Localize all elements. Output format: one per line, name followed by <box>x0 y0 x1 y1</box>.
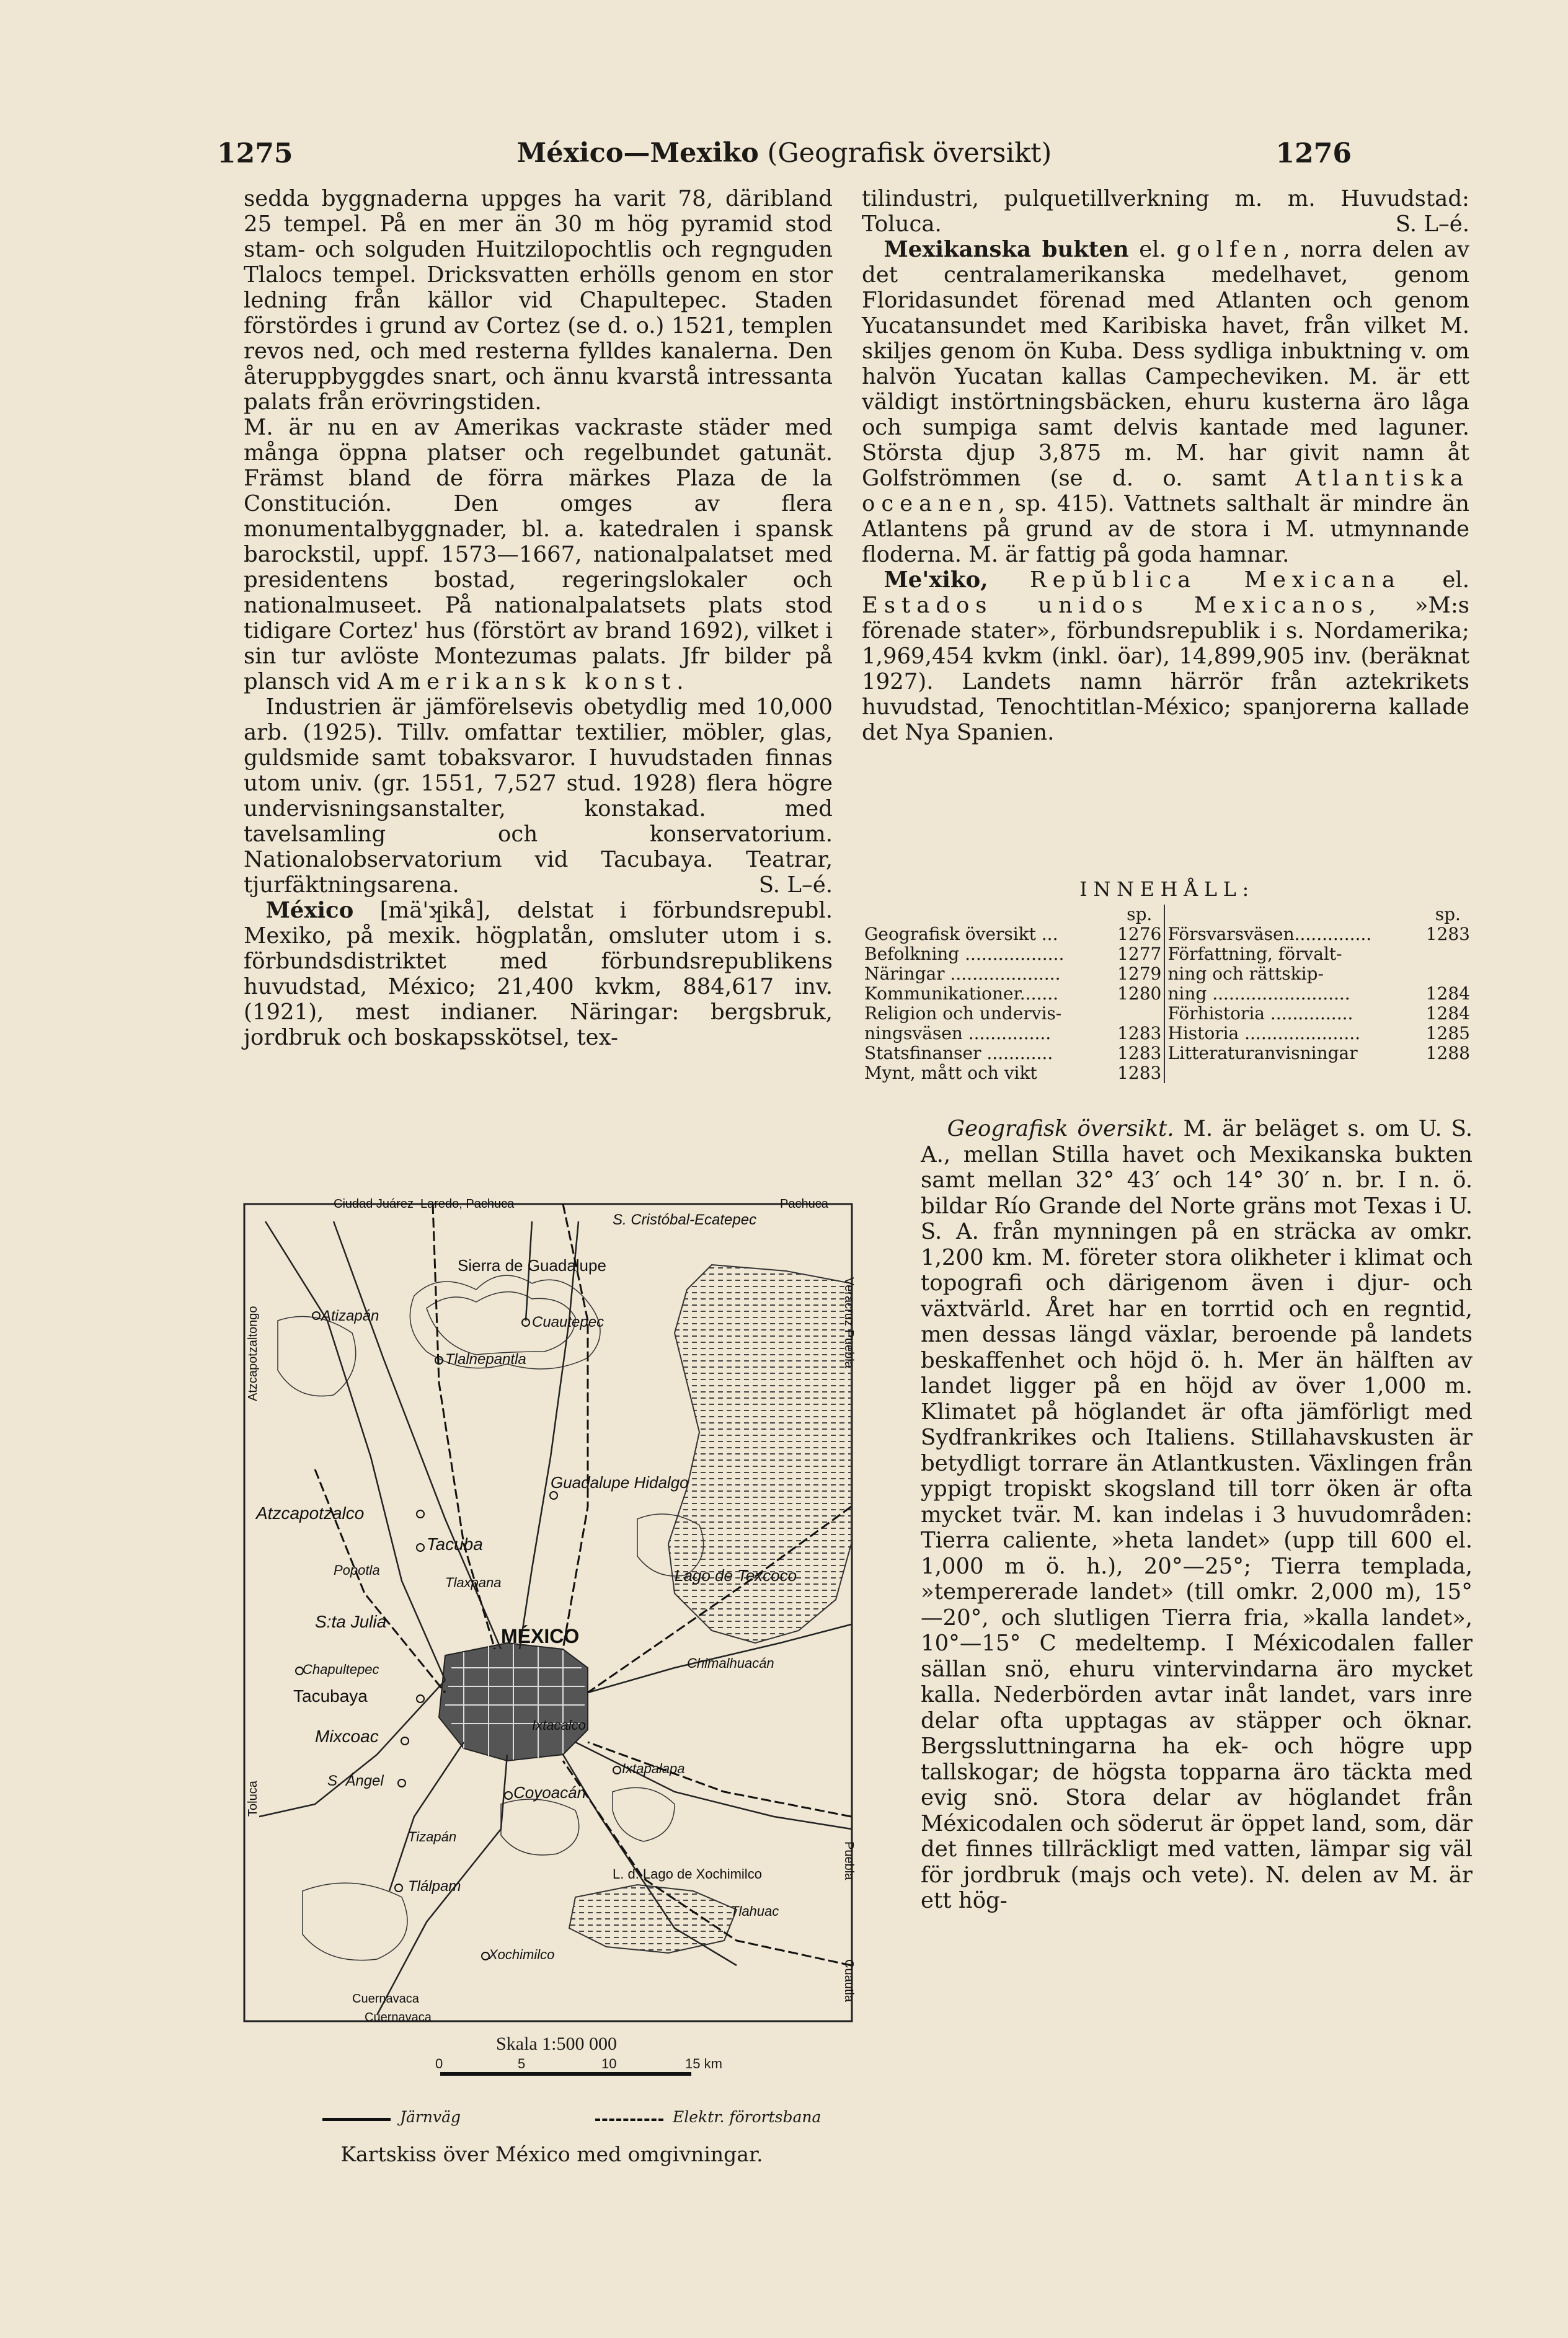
scale-tick: 10 <box>601 2056 617 2071</box>
place-label: Guadalupe Hidalgo <box>551 1473 689 1492</box>
page-header <box>217 138 1352 175</box>
place-label: Ixtacalco <box>532 1717 586 1733</box>
place-label: Atzcapotzalco <box>256 1503 365 1523</box>
contents-title: INNEHÅLL: <box>1079 877 1255 901</box>
place-label: Tacuba <box>427 1534 483 1554</box>
entry-text: , sp. 415). Vattnets salthalt är mindre än Atlantens på grund av de stora i M. utmynnande floderna. M. är fattig på goda hamnar. <box>862 491 1469 567</box>
place-label: S:ta Julia <box>315 1612 387 1631</box>
place-label: Cuautepec <box>532 1314 605 1331</box>
toc-label: Statsfinanser ............ <box>864 1043 1053 1063</box>
place-label: Atizapán <box>321 1308 379 1324</box>
toc-page: 1283 <box>1115 1063 1164 1083</box>
toc-page: 1279 <box>1115 964 1164 984</box>
toc-page: 1284 <box>1425 983 1470 1004</box>
spaced-term: Estados unidos Mexicanos <box>862 593 1369 618</box>
toc-page <box>1424 944 1473 964</box>
paragraph-text: Industrien är jämförelsevis obetydlig med 10,000 arb. (1925). Tillv. omfattar textilier, möbler, glas, guldsmide samt tobaksvaror. I huvudstaden finnas utom univ. (gr. 1551, 7,527 stud. 1928) flera högre undervisningsanstalter, konstakad. med tavelsamling och konservatorium. Nationalobservatorium vid Tacubaya. Teatrar, tjurfäktningsarena. <box>244 694 833 898</box>
right-column-top <box>862 186 1469 880</box>
entry-text: [mä'ʞikå], delstat i förbundsrepubl. Mexiko, på mexik. högplatån, omsluter utom i s. förbundsdistriktet med förbundsrepublikens huvudstad, México; 21,400 kvkm, 884,617 inv. (1921), mest indianer. Näringar: bergsbruk, jordbruk och boskapsskötsel, tex- <box>244 898 833 1050</box>
page-number-left: 1275 <box>217 138 293 169</box>
toc-label: Befolkning .................. <box>864 944 1065 964</box>
lake-texcoco <box>668 1265 851 1643</box>
place-label: S. Cristóbal-Ecatepec <box>613 1211 757 1228</box>
map-scale <box>322 2034 831 2102</box>
scale-tick: 5 <box>518 2056 526 2071</box>
toc-label: Mynt, mått och vikt <box>864 1063 1037 1083</box>
legend-rail: Järnväg <box>400 2108 461 2126</box>
entry-text: , norra delen av det centralamerikanska medelhavet, genom Floridasundet förenad med Atlanten och genom Yucatansundet med Karibiska havet, från vilket M. skiljes genom ön Kuba. Dess sydliga inbuktning v. om halvön Yucatan kallas Campecheviken. M. är ett väldigt instörtningsbäcken, ehuru kusterna äro låga och sumpiga samt delvis kantade med laguner. Största djup 3,875 m. M. har givit namn åt Golfströmmen (se d. o. samt <box>862 237 1469 491</box>
entry-mexiko <box>862 567 1469 745</box>
map-edge-label: Cuernavaca <box>365 2011 432 2024</box>
scale-tick: 15 km <box>685 2056 722 2071</box>
running-title <box>217 138 1352 169</box>
toc-page: 1277 <box>1115 944 1164 964</box>
map-edge-label: Ciudad Juárez <box>334 1197 414 1211</box>
left-column <box>244 186 833 1184</box>
entry-headword: México <box>265 898 354 923</box>
toc-label: Geografisk översikt ... <box>864 924 1058 944</box>
map-edge-label: Toluca <box>246 1781 260 1817</box>
map-edge-label: Atzcapotzaltongo <box>246 1306 260 1401</box>
entry-mexico-state <box>244 898 833 1050</box>
author-signature: S. L–é. <box>1395 211 1469 237</box>
paragraph-text: tilindustri, pulquetillverkning m. m. Huvudstad: Toluca. <box>862 186 1469 237</box>
spaced-term: Repŭblica Mexicana <box>1030 567 1401 593</box>
place-label: Lago de Texcoco <box>675 1566 797 1585</box>
running-title-rest: (Geografisk översikt) <box>758 138 1052 169</box>
map-caption: Kartskiss över México med omgivningar. <box>340 2142 763 2166</box>
place-label: Xochimilco <box>489 1947 555 1962</box>
place-label: Sierra de Guadalupe <box>458 1256 606 1275</box>
paragraph: sedda byggnaderna uppges ha varit 78, däribland 25 tempel. På en mer än 30 m hög pyramid stod stam- och solguden Huitzilopochtlis och regnguden Tlalocs tempel. Dricksvatten erhölls genom en stor ledning från källor vid Chapultepec. Staden förstördes i grund av Cortez (se d. o.) 1521, templen revos ned, och med resterna fylldes kanalerna. Den återuppbyggdes snart, och ännu kvarstå intressanta palats från erövringstiden. <box>244 186 833 415</box>
toc-page: 1283 <box>1425 924 1470 944</box>
place-label: Tlahuac <box>730 1903 779 1919</box>
place-label: Mixcoac <box>315 1727 379 1746</box>
sp-label: sp. <box>1115 905 1164 924</box>
toc-label: Historia ..................... <box>1167 1023 1361 1043</box>
toc-page: 1280 <box>1115 984 1164 1004</box>
toc-page: 1285 <box>1425 1023 1470 1043</box>
entry-text: el. <box>1401 567 1469 593</box>
toc-spacer <box>1164 905 1423 924</box>
toc-label: Religion och undervis- <box>864 1003 1062 1024</box>
map-edge-label: Cuautla <box>842 1959 856 2002</box>
toc-page <box>1115 1004 1164 1024</box>
place-label: MÉXICO <box>501 1625 580 1647</box>
place-label: Coyoacán <box>513 1783 587 1802</box>
map-edge-label: Veracruz Puebla <box>842 1277 856 1368</box>
toc-label: ningsväsen ............... <box>864 1023 1052 1043</box>
toc-page: 1284 <box>1425 1003 1470 1024</box>
place-label: S. Ángel <box>327 1773 384 1789</box>
tram-symbol <box>595 2119 663 2121</box>
contents-grid <box>862 905 1473 1083</box>
toc-label: Författning, förvalt- <box>1167 944 1342 964</box>
cross-reference: Amerikansk konst. <box>377 669 690 694</box>
entry-text: el. <box>1128 237 1177 262</box>
map-edge-label: Puebla <box>842 1841 856 1880</box>
paragraph <box>244 694 833 898</box>
toc-label: Kommunikationer....... <box>864 983 1059 1004</box>
paragraph <box>244 415 833 694</box>
author-signature: S. L–é. <box>758 872 833 898</box>
toc-spacer <box>1424 1063 1473 1083</box>
right-column-geography <box>921 1116 1473 2251</box>
running-title-bold: México—Mexiko <box>516 138 759 169</box>
paragraph <box>862 186 1469 237</box>
toc-page <box>1424 964 1473 984</box>
place-label: L. d. Lago de Xochimilco <box>613 1866 762 1882</box>
place-label: Tizapán <box>408 1829 457 1844</box>
toc-label: ning ......................... <box>1167 983 1350 1004</box>
toc-page: 1288 <box>1425 1043 1470 1063</box>
cross-reference: Atlantiska oceanen <box>862 466 1469 516</box>
entry-mexikanska-bukten <box>862 237 1469 567</box>
page-number-right: 1276 <box>1275 138 1352 169</box>
geography-paragraph <box>921 1116 1473 1914</box>
toc-label: Försvarsväsen.............. <box>1167 924 1372 944</box>
place-label: Chapultepec <box>303 1662 379 1677</box>
place-label: Chimalhuacán <box>687 1655 774 1671</box>
paragraph-text: M. är beläget s. om U. S. A., mellan Stilla havet och Mexikanska bukten samt mellan 32° 43′ och 14° 30′ n. br. I n. ö. bildar Río Grande del Norte gräns mot Texas i U. S. A. från mynningen på en sträcka av omkr. 1,200 km. M. företer stora olikheter i klimat och topografi och därigenom även i djur- och växtvärld. Året har en torrtid och en regntid, men dessas längd växlar, beroende på landets beskaffenhet och höjd ö. h. Mer än hälften av landet ligger på en höjd av över 1,000 m. Klimatet på höglandet är ofta jämförligt med Sydfrankrikes och Italiens. Stillahavskusten är betydligt torrare än Atlantkusten. Växlingen från yppigt tropiskt skogsland till torr öken är ofta mycket tvär. M. kan indelas i 3 huvudområden: Tierra caliente, »heta landet» (upp till 600 el. 1,000 m ö. h.), 20°—25°; Tierra templada, »tempererade landet» (till omkr. 2,000 m), 15° —20°, och slutligen Tierra fria, »kalla landet», 10°—15° C medeltemp. I Méxicodalen faller sällan snö, ehuru vintervindarna äro mycket kalla. Nederbörden avtar inåt landet, vars inre delar ofta upptagas av stäpper och öknar. Bergssluttningarna ha ek- och högre upp tallskogar; de högsta topparna äro täckta med evig snö. Stora delar av höglandet från Méxicodalen och söderut är öppet land, som, där det finnes tillräckligt med vatten, lämpar sig väl för jordbruk (majs och vete). N. delen av M. är ett hög- <box>921 1116 1473 1913</box>
map-edge-label: Pachuca <box>780 1197 828 1211</box>
toc-page: 1283 <box>1115 1043 1164 1063</box>
legend-tram: Elektr. förortsbana <box>673 2108 822 2126</box>
place-label: Ixtapalapa <box>622 1761 685 1776</box>
place-label: Tacubaya <box>293 1686 368 1706</box>
place-label: Tlalnepantla <box>445 1351 526 1368</box>
map-figure <box>241 1197 861 2034</box>
map-edge-label: Laredo, Pachuca <box>420 1197 515 1211</box>
entry-text: , »M:s förenade stater», förbundsrepublik i s. Nordamerika; 1,969,454 kvkm (inkl. öar), 14,899,905 inv. (beräknat 1927). Landets namn härrör från aztekrikets huvudstad, Tenochtitlan-México; spanjorerna kallade det Nya Spanien. <box>862 593 1469 745</box>
place-label: Cuernavaca <box>352 1992 419 2006</box>
toc-label: Förhistoria ............... <box>1167 1003 1353 1024</box>
rail-symbol <box>322 2118 391 2121</box>
toc-spacer <box>1164 1063 1423 1083</box>
sp-label: sp. <box>1435 904 1461 924</box>
paragraph-text: M. är nu en av Amerikas vackraste städer med många öppna platser och regelbundet gatunät. Främst bland de förra märkes Plaza de la Constitución. Den omges av flera monumentalbyggnader, bl. a. katedralen i spansk barockstil, uppf. 1573—1667, nationalpalatset med presidentens bostad, regeringslokaler och nationalmuseet. På nationalpalatsets plats stod tidigare Cortez' hus (förstört av brand 1692), vilket i sin tur avlöste Montezumas palats. Jfr bilder på plansch vid <box>244 415 833 694</box>
entry-headword: Mexikanska bukten <box>884 237 1129 262</box>
scale-tick: 0 <box>435 2056 443 2071</box>
toc-label: ning och rättskip- <box>1167 963 1324 984</box>
toc-label: Litteraturanvisningar <box>1167 1043 1358 1063</box>
map-legend <box>322 2108 856 2133</box>
contents-table <box>862 877 1473 1113</box>
toc-page: 1283 <box>1115 1024 1164 1043</box>
toc-page: 1276 <box>1115 924 1164 944</box>
map-svg <box>241 1197 861 2034</box>
scale-title: Skala 1:500 000 <box>496 2034 617 2054</box>
section-heading: Geografisk översikt. <box>947 1116 1174 1141</box>
entry-headword: Me'xiko, <box>884 567 1030 593</box>
place-label: Tlálpam <box>408 1878 461 1895</box>
toc-label: Näringar .................... <box>864 963 1061 984</box>
toc-spacer <box>862 905 1115 924</box>
spaced-term: golfen <box>1176 237 1283 262</box>
place-label: Tlaxpana <box>445 1575 502 1590</box>
place-label: Popotla <box>334 1562 380 1578</box>
scale-bar <box>440 2072 691 2076</box>
